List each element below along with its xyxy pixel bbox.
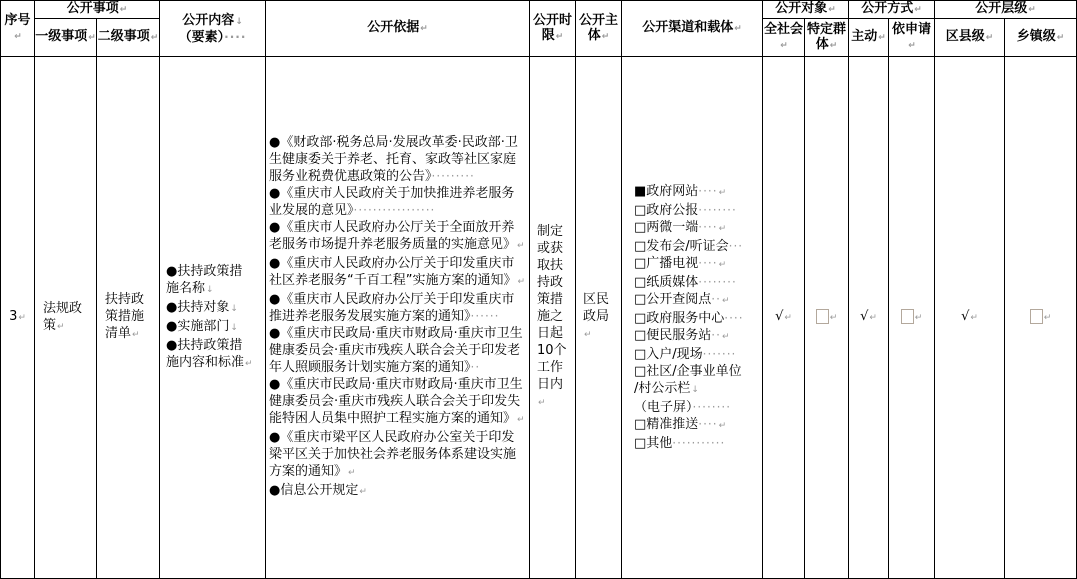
header-method-request xyxy=(889,19,935,57)
para-mark: ↵ xyxy=(584,330,592,341)
channel-item-text: （电子屏） xyxy=(634,400,693,416)
header-audience xyxy=(763,1,849,19)
cell-check-audience-all xyxy=(763,57,805,579)
cell-check-level-township xyxy=(1005,57,1077,579)
para-mark: ↵ xyxy=(908,40,916,51)
para-mark: ↵ xyxy=(150,33,159,44)
header-matter-l1 xyxy=(35,19,97,57)
header-level-district xyxy=(935,19,1005,57)
header-level-township xyxy=(1005,19,1077,57)
para-mark: ↵ xyxy=(829,40,838,51)
dots-trail: ·· xyxy=(711,292,721,307)
para-mark: ↵ xyxy=(517,277,526,288)
para-mark: ↵ xyxy=(14,31,22,42)
para-mark: ↵ xyxy=(57,321,65,332)
para-mark: ↵ xyxy=(734,24,742,35)
dots-trail: ···· xyxy=(224,29,247,44)
channel-item xyxy=(634,399,760,416)
dots-trail: ········ xyxy=(698,203,737,218)
dots-trail: ···· xyxy=(698,220,718,235)
para-mark: ↵ xyxy=(878,33,886,44)
content-item xyxy=(166,318,255,337)
dots-trail: ················· xyxy=(353,203,436,218)
header-levels xyxy=(935,1,1077,19)
para-mark: ↵ xyxy=(348,468,356,479)
channel-item-text: □公开查阅点 xyxy=(634,292,712,308)
channel-item xyxy=(634,435,760,452)
channel-item-text: □纸质媒体 xyxy=(634,275,699,291)
header-time-limit-label: 公开时限 xyxy=(532,12,572,43)
header-content-line1: 公开内容 xyxy=(182,12,235,28)
para-mark: ↵ xyxy=(718,260,727,271)
para-mark: ↵ xyxy=(780,40,788,51)
matter-l2-value: 扶持政策措施清单 xyxy=(105,292,145,342)
channel-item xyxy=(634,363,760,380)
header-time-limit xyxy=(530,1,576,57)
content-item-text: ●实施部门 xyxy=(166,318,230,334)
content-item-text: ●扶持政策措施内容和标准 xyxy=(166,337,245,370)
channel-item-text: □其他 xyxy=(634,436,673,452)
empty-checkbox xyxy=(1030,309,1043,324)
cell-content-elements xyxy=(160,57,266,579)
check-mark: √ xyxy=(860,309,869,325)
basis-item-text: ●《重庆市民政局·重庆市财政局·重庆市卫生健康委员会·重庆市残疾人联合会关于印发失能特困人员集中照护工程实施方案的通知》 xyxy=(269,377,523,427)
channel-item-text: ■政府网站 xyxy=(634,184,699,200)
header-matters xyxy=(35,1,160,19)
para-mark: ↵ xyxy=(18,313,26,324)
check-mark: √ xyxy=(961,309,970,325)
para-mark: ↵ xyxy=(985,33,994,44)
para-mark: ↵ xyxy=(119,5,128,15)
channel-item xyxy=(634,183,760,202)
dots-trail: ········ xyxy=(698,275,737,290)
basis-item xyxy=(269,185,527,219)
channel-item xyxy=(634,274,760,291)
channel-item xyxy=(634,346,760,363)
dots-trail: ·· xyxy=(470,360,481,375)
header-content-line2: （要素） xyxy=(178,29,225,45)
header-subject-label: 公开主体 xyxy=(578,12,618,43)
dots-trail: ······· xyxy=(702,347,737,362)
header-level-township-label: 乡镇级 xyxy=(1016,29,1056,45)
dots-trail: ···· xyxy=(698,256,718,271)
cell-check-method-request xyxy=(889,57,935,579)
header-method-active xyxy=(849,19,889,57)
para-mark: ↵ xyxy=(914,5,922,15)
basis-item xyxy=(269,376,527,429)
content-item xyxy=(166,337,255,373)
para-mark: ↵ xyxy=(555,31,564,42)
channel-item xyxy=(634,416,760,435)
channel-item-text: /村公示栏 xyxy=(634,381,691,397)
basis-item xyxy=(269,134,527,185)
content-item-text: ●扶持对象 xyxy=(166,299,230,315)
para-mark: ↵ xyxy=(517,415,525,426)
cell-basis xyxy=(266,57,530,579)
cell-time-limit xyxy=(530,57,576,579)
para-mark: ↵ xyxy=(601,31,610,42)
header-matter-l2-label: 二级事项 xyxy=(97,29,150,45)
header-audience-label: 公开对象 xyxy=(775,1,828,16)
para-mark: ↵ xyxy=(829,313,838,324)
channel-item xyxy=(634,255,760,274)
para-mark: ↵ xyxy=(538,398,546,409)
header-seq xyxy=(1,1,35,57)
header-subject xyxy=(576,1,622,57)
para-mark: ↵ xyxy=(245,358,253,369)
header-method xyxy=(849,1,935,19)
header-levels-label: 公开层级 xyxy=(975,1,1028,16)
header-basis xyxy=(266,1,530,57)
para-mark: ↵ xyxy=(1028,5,1036,15)
time-limit-value: 制定或获取扶持政策措施之日起10个工作日内 xyxy=(537,224,567,393)
channel-item xyxy=(634,310,760,327)
para-mark: ↵ xyxy=(784,313,792,324)
para-mark: ↵ xyxy=(1056,33,1065,44)
dots-trail: ···· xyxy=(724,311,744,326)
channel-item-text: □发布会/听证会 xyxy=(634,239,729,255)
content-item xyxy=(166,263,255,299)
dots-trail: ········ xyxy=(692,400,732,415)
header-basis-label: 公开依据 xyxy=(367,20,420,36)
para-mark: ↵ xyxy=(718,421,727,432)
soft-mark: ↓ xyxy=(230,322,238,333)
basis-item-text: ●《重庆市人民政府办公厅关于印发重庆市社区养老服务“千百工程”实施方案的通知》 xyxy=(269,256,517,289)
header-audience-all-label: 全社会 xyxy=(763,21,803,37)
cell-channels xyxy=(622,57,763,579)
channel-item xyxy=(634,291,760,310)
header-method-label: 公开方式 xyxy=(861,1,914,16)
content-item xyxy=(166,299,255,318)
basis-item-text: ●《重庆市人民政府办公厅关于全面放开养老服务市场提升养老服务质量的实施意见》 xyxy=(269,220,517,253)
basis-item-text: ●《重庆市人民政府办公厅关于印发重庆市推进养老服务发展实施方案的通知》 xyxy=(269,292,515,325)
channel-item xyxy=(634,327,760,346)
header-content xyxy=(160,1,266,57)
subject-value: 区民政局 xyxy=(583,292,610,325)
cell-matter-l2 xyxy=(97,57,160,579)
basis-item-text: ●《财政部·税务总局·发展改革委·民政部·卫生健康委关于养老、托育、家政等社区家庭服务业税费优惠政策的公告》 xyxy=(269,135,518,185)
dots-trail: ··· xyxy=(728,239,744,254)
header-audience-specific-label: 特定群体 xyxy=(806,21,846,52)
header-channels-label: 公开渠道和载体 xyxy=(642,20,734,36)
dots-trail: ·· xyxy=(711,328,721,343)
channel-item-text: □社区/企事业单位 xyxy=(634,364,742,380)
basis-item-text: ●信息公开规定 xyxy=(269,483,359,499)
soft-mark: ↓ xyxy=(230,303,238,314)
header-matter-l1-label: 一级事项 xyxy=(35,29,88,45)
content-item-text: ●扶持政策措施名称 xyxy=(166,263,243,296)
cell-matter-l1 xyxy=(35,57,97,579)
para-mark: ↵ xyxy=(420,24,428,35)
soft-mark: ↓ xyxy=(206,284,214,295)
basis-item-text: ●《重庆市梁平区人民政府办公室关于印发梁平区关于加快社会养老服务体系建设实施方案的通知》 xyxy=(269,430,517,480)
header-method-request-label: 依申请 xyxy=(891,21,931,37)
basis-item xyxy=(269,429,527,482)
para-mark: ↵ xyxy=(1043,313,1052,324)
para-mark: ↵ xyxy=(359,487,367,498)
dots-trail: ···· xyxy=(698,417,718,432)
basis-item xyxy=(269,255,527,291)
para-mark: ↵ xyxy=(88,33,96,44)
seq-value: 3 xyxy=(9,309,18,325)
cell-subject xyxy=(576,57,622,579)
cell-check-method-active xyxy=(849,57,889,579)
para-mark: ↵ xyxy=(970,313,978,324)
header-matters-label: 公开事项 xyxy=(66,1,119,16)
basis-item xyxy=(269,291,527,325)
cell-check-level-district xyxy=(935,57,1005,579)
header-method-active-label: 主动 xyxy=(851,29,878,45)
empty-checkbox xyxy=(901,309,914,324)
para-mark: ↵ xyxy=(718,188,727,199)
basis-item xyxy=(269,482,527,501)
para-mark: ↵ xyxy=(914,313,923,324)
para-mark: ↵ xyxy=(869,313,877,324)
para-mark: ↵ xyxy=(718,224,727,235)
channel-item-text: □政府公报 xyxy=(634,203,699,219)
basis-item xyxy=(269,325,527,376)
matter-l1-value: 法规政策 xyxy=(43,300,83,333)
channel-item-text: □精准推送 xyxy=(634,417,699,433)
para-mark: ↵ xyxy=(721,296,730,307)
header-audience-all xyxy=(763,19,805,57)
soft-mark: ↓ xyxy=(235,16,243,27)
dots-trail: ········· xyxy=(431,169,475,184)
channel-item-text: □入户/现场 xyxy=(634,347,703,363)
para-mark: ↵ xyxy=(132,330,140,341)
basis-item xyxy=(269,219,527,255)
header-seq-label: 序号 xyxy=(4,12,31,28)
header-channels xyxy=(622,1,763,57)
channel-item-text: □两微一端 xyxy=(634,220,699,236)
basis-item-text: ●《重庆市人民政府关于加快推进养老服务业发展的意见》 xyxy=(269,186,515,219)
channel-item-text: □便民服务站 xyxy=(634,328,712,344)
cell-check-audience-specific xyxy=(805,57,849,579)
channel-item xyxy=(634,238,760,255)
dots-trail: ···· xyxy=(698,184,718,199)
para-mark: ↵ xyxy=(828,5,836,15)
cell-seq xyxy=(1,57,35,579)
soft-mark: ↓ xyxy=(691,385,699,396)
basis-item-text: ●《重庆市民政局·重庆市财政局·重庆市卫生健康委员会·重庆市残疾人联合会关于印发老年人照顾服务计划实施方案的通知》 xyxy=(269,326,523,376)
para-mark: ↵ xyxy=(517,241,525,252)
channel-item xyxy=(634,380,760,399)
header-level-district-label: 区县级 xyxy=(945,29,985,45)
header-audience-specific xyxy=(805,19,849,57)
empty-checkbox xyxy=(816,309,829,324)
header-matter-l2 xyxy=(97,19,160,57)
dots-trail: ······ xyxy=(470,309,500,324)
channel-item xyxy=(634,202,760,219)
check-mark: √ xyxy=(775,309,784,325)
para-mark: ↵ xyxy=(721,332,730,343)
channel-item-text: □广播电视 xyxy=(634,256,699,272)
channel-item xyxy=(634,219,760,238)
channel-item-text: □政府服务中心 xyxy=(634,311,725,327)
dots-trail: ··········· xyxy=(672,436,726,451)
